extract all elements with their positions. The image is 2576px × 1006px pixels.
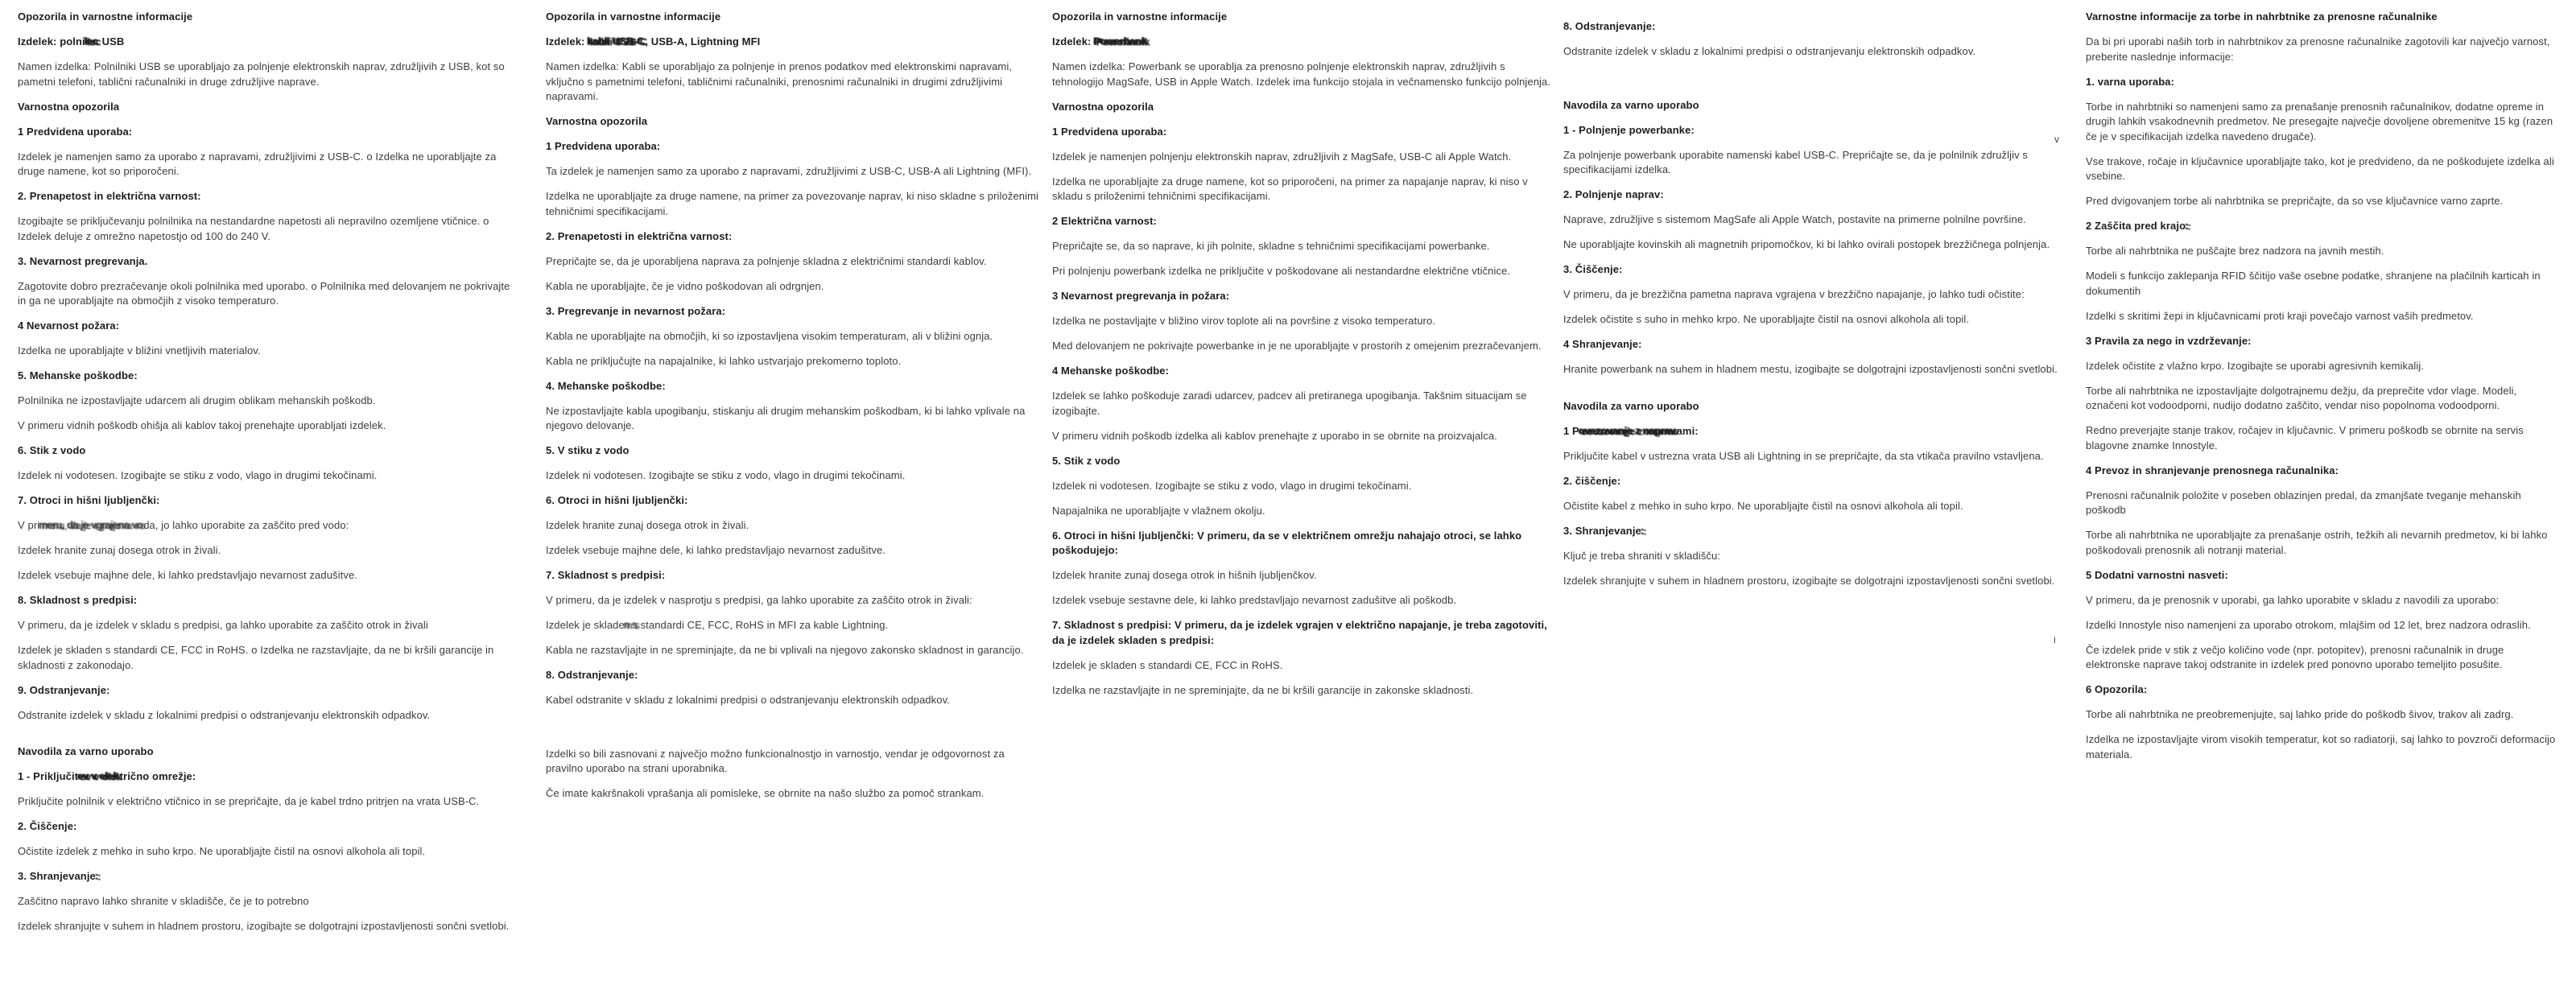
paragraph: Izdelka ne uporabljajte v bližini vnetljivih materialov. <box>18 344 261 357</box>
paragraph: Izdelek shranjujte v suhem in hladnem prostoru, izogibajte se dolgotrajni izpostavljenosti sončni svetlobi. <box>18 920 510 932</box>
section-heading: Navodila za varno uporabo <box>1563 98 1699 111</box>
paragraph: V primeru vidnih poškodb ohišja ali kablov takoj prenehajte uporabljati izdelek. <box>18 419 386 431</box>
section-heading: 2. Prenapetosti in električna varnost: <box>546 229 733 242</box>
text-fragment: 3. Shranjevanje <box>18 870 96 882</box>
section-heading: Varnostna opozorila <box>1052 100 1154 113</box>
paragraph: Izdelek ni vodotesen. Izogibajte se stiku z vodo, vlago in drugimi tekočinami. <box>546 469 906 481</box>
paragraph: Očistite kabel z mehko in suho krpo. Ne uporabljajte čistil na osnovi alkohola ali topil. <box>1563 499 1963 512</box>
paragraph: Izdelek ni vodotesen. Izogibajte se stiku z vodo, vlago in drugimi tekočinami. <box>18 469 378 481</box>
section-heading: 6. Stik z vodo <box>18 444 86 456</box>
smudged-text: Powerbank <box>1094 35 1148 47</box>
paragraph: Torbe ali nahrbtnika ne puščajte brez nadzora na javnih mestih. <box>2086 245 2384 257</box>
text-fragment: USB <box>98 35 125 47</box>
text-fragment: 2 Zaščita pred krajo <box>2086 220 2186 232</box>
paragraph: Napajalnika ne uporabljajte v vlažnem okolju. <box>1052 504 1265 517</box>
paragraph: V primeru, da je brezžična pametna naprava vgrajena v brezžično napajanje, jo lahko tudi očistite: <box>1563 288 2025 300</box>
section-heading: 3. Nevarnost pregrevanja. <box>18 254 148 267</box>
section-heading: 6 Opozorila: <box>2086 683 2148 695</box>
section-heading: 8. Skladnost s predpisi: <box>18 594 138 606</box>
section-heading <box>18 769 520 785</box>
text-fragment: da, jo lahko uporabite za zaščito pred vodo: <box>143 519 349 531</box>
section-heading: 4 Mehanske poškodbe: <box>1052 365 1170 377</box>
smudged-text: kabli USB-C <box>588 35 646 47</box>
stray-glyph: i <box>2054 634 2056 645</box>
paragraph: Pred dvigovanjem torbe ali nahrbtnika se prepričajte, da so vse ključavnice varno zaprte. <box>2086 195 2504 207</box>
paragraph: Kabla ne uporabljajte, če je vidno poškodovan ali odrgnjen. <box>546 279 824 292</box>
paragraph: Izdelek vsebuje majhne dele, ki lahko predstavljajo nevarnost zadušitve. <box>18 569 357 581</box>
paragraph: Izdelek hranite zunaj dosega otrok in živali. <box>546 519 749 531</box>
paragraph: Ne izpostavljajte kabla upogibanju, stiskanju ali drugim mehanskim poškodbam, ki bi lahko vplivale na njegovo delovanje. <box>546 404 1026 431</box>
section-heading: Opozorila in varnostne informacije <box>1052 10 1228 23</box>
section-heading <box>1563 524 2059 539</box>
section-heading <box>1563 424 2059 439</box>
section-heading: Varnostne informacije za torbe in nahrbtnike za prenosne računalnike <box>2086 10 2438 23</box>
paragraph: Če imate kakršnakoli vprašanja ali pomisleke, se obrnite na našo službo za pomoč strankam. <box>546 787 985 799</box>
section-heading: 8. Odstranjevanje: <box>546 669 638 681</box>
paragraph: Kabel odstranite v skladu z lokalnimi predpisi o odstranjevanju elektronskih odpadkov. <box>546 694 950 706</box>
section-heading: 3 Pravila za nego in vzdrževanje: <box>2086 334 2252 347</box>
section-heading: 6. Otroci in hišni ljubljenčki: V primeru, da se v električnem omrežju nahajajo otroci, se lahko poškodujejo: <box>1052 529 1522 556</box>
column-powerbank <box>1052 10 1551 708</box>
paragraph: V primeru, da je izdelek v skladu s predpisi, ga lahko uporabite za zaščito otrok in živali <box>18 619 428 631</box>
paragraph: Izdelek očistite s suho in mehko krpo. Ne uporabljajte čistil na osnovi alkohola ali topil. <box>1563 313 1970 325</box>
paragraph: Izdelka ne izpostavljajte virom visokih temperatur, kot so radiatorji, saj lahko to povzroči deformacijo materiala. <box>2086 733 2556 761</box>
section-heading: 4. Mehanske poškodbe: <box>546 379 666 392</box>
section-heading: 4 Nevarnost požara: <box>18 320 120 332</box>
paragraph: Izdelka ne uporabljajte za druge namene, na primer za povezovanje naprav, ki niso skladne s priloženimi tehničnimi specifikacijami. <box>546 190 1039 217</box>
paragraph: Kabla ne razstavljajte in ne spreminjajte, da ne bi vplivali na njegovo zakonsko skladnost in garancijo. <box>546 644 1024 656</box>
paragraph: Izdelek je skladen s standardi CE, FCC in RoHS. <box>1052 658 1283 671</box>
column-powerbank-navodila <box>1563 19 2059 599</box>
paragraph: Izogibajte se priključevanju polnilnika na nestandardne napetosti ali nepravilno ozemljene vtičnice. o Izdelek deluje z omrežno napetostjo od 100 do 240 V. <box>18 215 489 242</box>
section-heading <box>18 35 520 50</box>
section-heading: 1 Predvidena uporaba: <box>546 140 661 152</box>
paragraph: V primeru vidnih poškodb izdelka ali kablov prenehajte z uporabo in se obrnite na proizvajalca. <box>1052 429 1497 442</box>
paragraph: Očistite izdelek z mehko in suho krpo. Ne uporabljajte čistil na osnovi alkohola ali topil. <box>18 845 426 857</box>
text-fragment: ami: <box>1676 424 1699 437</box>
smudged-text: ovezovanje z naprav <box>1579 424 1677 437</box>
smudged-text: : <box>95 870 99 882</box>
column-kabli-usb <box>546 10 1042 811</box>
smudged-text: : <box>1641 524 1645 537</box>
section-heading: 3. Čiščenje: <box>1563 263 1623 275</box>
section-heading: Navodila za varno uporabo <box>1563 399 1699 412</box>
paragraph: Izdelek ni vodotesen. Izogibajte se stiku z vodo, vlago in drugimi tekočinami. <box>1052 479 1412 492</box>
text-fragment: Izdelek: <box>1052 35 1095 47</box>
text-fragment: 3. Shranjevanje <box>1563 524 1641 537</box>
section-heading: 3 Nevarnost pregrevanja in požara: <box>1052 290 1230 302</box>
section-heading: 5. Mehanske poškodbe: <box>18 369 138 381</box>
section-heading: Opozorila in varnostne informacije <box>546 10 721 23</box>
section-heading: Varnostna opozorila <box>546 115 648 127</box>
column-torbe-nahrbtniki <box>2086 10 2561 773</box>
paragraph: Torbe ali nahrbtnika ne izpostavljajte dolgotrajnemu dežju, da preprečite vdor vlage. Modeli, označeni kot vodoodporni, nudijo dodatno zaščito, vendar niso popolnoma vodoodporni. <box>2086 384 2517 411</box>
section-heading <box>18 869 520 884</box>
paragraph: Izdelka ne uporabljajte za druge namene, kot so priporočeni, na primer za napajanje naprav, ki niso v skladu s priloženimi tehničnimi specifikacijami. <box>1052 175 1528 202</box>
paragraph: Izdelek se lahko poškoduje zaradi udarcev, padcev ali pretiranega upogibanja. Takšnim situacijam se izogibajte. <box>1052 390 1527 417</box>
section-heading: Opozorila in varnostne informacije <box>18 10 193 23</box>
paragraph: Kabla ne uporabljajte na območjih, ki so izpostavljena visokim temperaturam, ali v bližini ognja. <box>546 329 993 342</box>
paragraph: Hranite powerbank na suhem in hladnem mestu, izogibajte se dolgotrajni izpostavljenosti sončni svetlobi. <box>1563 363 2058 375</box>
smudged-text: ev v elek <box>78 770 120 782</box>
section-heading: 7. Otroci in hišni ljubljenčki: <box>18 494 160 506</box>
text-fragment: 1 P <box>1563 424 1579 437</box>
section-heading: 3. Pregrevanje in nevarnost požara: <box>546 304 726 317</box>
section-heading: 2. Čiščenje: <box>18 820 77 832</box>
section-heading: Varnostna opozorila <box>18 100 120 113</box>
section-heading: 7. Skladnost s predpisi: V primeru, da je izdelek vgrajen v električno napajanje, je treba zagotoviti, da je izdelek skladen s predpisi: <box>1052 619 1547 646</box>
paragraph: Redno preverjajte stanje trakov, ročajev in ključavnic. V primeru poškodb se obrnite na servis blagovne znamke Innostyle. <box>2086 424 2524 451</box>
text-fragment: trično omrežje: <box>119 770 196 782</box>
paragraph: Med delovanjem ne pokrivajte powerbanke in je ne uporabljajte v prostorih z omejenim prezračevanjem. <box>1052 340 1542 352</box>
text-fragment: standardi CE, FCC, RoHS in MFI za kable Lightning. <box>640 619 889 631</box>
paragraph: Naprave, združljive s sistemom MagSafe ali Apple Watch, postavite na primerne polnilne površine. <box>1563 213 2026 225</box>
section-heading: Navodila za varno uporabo <box>18 745 154 757</box>
smudged-text: n s <box>624 619 641 631</box>
section-heading: 2. Prenapetost in električna varnost: <box>18 190 201 202</box>
paragraph: Torbe in nahrbtniki so namenjeni samo za prenašanje prenosnih računalnikov, dodatne opreme in drugih lahkih vsakodnevnih predmetov. Ne presegajte največje dovoljene obremenitve 15 kg (razen če je v specifikacijah izdelka navedeno drugače). <box>2086 100 2553 142</box>
paragraph: Da bi pri uporabi naših torb in nahrbtnikov za prenosne računalnike zagotovili kar največjo varnost, preberite naslednje informacije: <box>2086 35 2550 63</box>
section-heading: 7. Skladnost s predpisi: <box>546 569 666 581</box>
paragraph: Izdelka ne razstavljajte in ne spreminjajte, da ne bi kršili garancije in zakonske skladnosti. <box>1052 683 1474 696</box>
paragraph: Prenosni računalnik položite v poseben oblazinjen predal, da zmanjšate tveganje mehanskih poškodb <box>2086 489 2521 516</box>
paragraph: Za polnjenje powerbank uporabite namenski kabel USB-C. Prepričajte se, da je polnilnik združljiv s specifikacijami izdelka. <box>1563 148 2029 175</box>
paragraph: Polnilnika ne izpostavljajte udarcem ali drugim oblikam mehanskih poškodb. <box>18 394 376 406</box>
paragraph: Torbe ali nahrbtnika ne preobremenjujte, saj lahko pride do poškodb šivov, trakov ali zadrg. <box>2086 708 2514 720</box>
stray-glyph: v <box>2054 134 2059 145</box>
paragraph: Prepričajte se, da je uporabljena naprava za polnjenje skladna z električnimi standardi kablov. <box>546 254 987 267</box>
paragraph: Odstranite izdelek v skladu z lokalnimi predpisi o odstranjevanju elektronskih odpadkov. <box>1563 45 1976 57</box>
paragraph: Ne uporabljajte kovinskih ali magnetnih pripomočkov, ki bi lahko ovirali postopek brezžičnega polnjenja. <box>1563 238 2050 250</box>
paragraph: Izdelek očistite z vlažno krpo. Izogibajte se uporabi agresivnih kemikalij. <box>2086 359 2425 372</box>
paragraph: Izdelki Innostyle niso namenjeni za uporabo otrokom, mlajšim od 12 let, brez nadzora odraslih. <box>2086 618 2531 631</box>
paragraph: Izdelek shranjujte v suhem in hladnem prostoru, izogibajte se dolgotrajni izpostavljenosti sončni svetlobi. <box>1563 574 2055 587</box>
paragraph: Modeli s funkcijo zaklepanja RFID ščitijo vaše osebne podatke, shranjene na plačilnih karticah in dokumentih <box>2086 270 2541 297</box>
paragraph: Če izdelek pride v stik z večjo količino vode (npr. potopitev), prenosni računalnik in druge elektronske naprave takoj odstranite in izdelek pred ponovno uporabo temeljito posušite. <box>2086 643 2504 670</box>
section-heading: 1 - Polnjenje powerbanke: <box>1563 123 1695 136</box>
section-heading <box>1052 35 1551 50</box>
paragraph: Torbe ali nahrbtnika ne uporabljajte za prenašanje ostrih, težkih ali nevarnih predmetov, ki bi lahko poškodovali prenosnik ali notranji material. <box>2086 529 2548 556</box>
section-heading <box>546 35 1042 50</box>
paragraph: Izdelek je namenjen polnjenju elektronskih naprav, združljivih z MagSafe, USB-C ali Apple Watch. <box>1052 150 1512 163</box>
section-heading: 4 Prevoz in shranjevanje prenosnega računalnika: <box>2086 464 2339 476</box>
paragraph: Namen izdelka: Powerbank se uporablja za prenosno polnjenje elektronskih naprav, združljivih s tehnologijo MagSafe, USB in Apple Watch. Izdelek ima funkcijo stojala in večnamensko funkcijo polnjenja. <box>1052 60 1551 88</box>
paragraph: Ta izdelek je namenjen samo za uporabo z napravami, združljivimi z USB-C, USB-A ali Lightning (MFI). <box>546 165 1032 177</box>
paragraph: Izdelek vsebuje sestavne dele, ki lahko predstavljajo nevarnost zadušitve ali poškodb. <box>1052 594 1457 606</box>
text-fragment: V pri <box>18 519 40 531</box>
paragraph: Izdelek hranite zunaj dosega otrok in živali. <box>18 544 221 556</box>
section-heading: 5 Dodatni varnostni nasveti: <box>2086 568 2228 581</box>
paragraph: Prepričajte se, da so naprave, ki jih polnite, skladne s tehničnimi specifikacijami powerbanke. <box>1052 240 1490 252</box>
paragraph: Vse trakove, ročaje in ključavnice uporabljajte tako, kot je predvideno, da ne poškodujete izdelka ali vsebine. <box>2086 155 2554 182</box>
section-heading: 6. Otroci in hišni ljubljenčki: <box>546 494 688 506</box>
column-polnilec-usb <box>18 10 520 944</box>
paragraph: Odstranite izdelek v skladu z lokalnimi predpisi o odstranjevanju elektronskih odpadkov. <box>18 708 431 721</box>
section-heading: 4 Shranjevanje: <box>1563 338 1642 350</box>
smudged-text: lec <box>85 35 99 47</box>
section-heading: 2. Polnjenje naprav: <box>1563 188 1664 200</box>
text-fragment: Izdelek je sklade <box>546 619 625 631</box>
paragraph: V primeru, da je prenosnik v uporabi, ga lahko uporabite v skladu z navodili za uporabo: <box>2086 593 2500 606</box>
paragraph: Izdelek je skladen s standardi CE, FCC in RoHS. o Izdelka ne razstavljajte, da ne bi kršili garancije in skladnosti z zakonodajo. <box>18 644 494 671</box>
paragraph: Kabla ne priključujte na napajalnike, ki lahko ustvarjajo prekomerno toploto. <box>546 354 902 367</box>
text-fragment: 1 - Priključit <box>18 770 79 782</box>
section-heading: 2. čiščenje: <box>1563 474 1621 487</box>
paragraph: V primeru, da je izdelek v nasprotju s predpisi, ga lahko uporabite za zaščito otrok in živali: <box>546 594 972 606</box>
section-heading: 1 Predvidena uporaba: <box>1052 125 1167 138</box>
paragraph: Ključ je treba shraniti v skladišču: <box>1563 549 1721 562</box>
smudged-text: meru, da je vgrajena vo <box>39 519 144 531</box>
paragraph: Namen izdelka: Kabli se uporabljajo za polnjenje in prenos podatkov med elektronskimi napravami, vključno s pametnimi telefoni, tabličnimi računalniki, prenosnimi računalniki in drugimi združljivimi napravami. <box>546 60 1013 102</box>
section-heading: 1. varna uporaba: <box>2086 75 2175 88</box>
paragraph: Izdelki so bili zasnovani z največjo možno funkcionalnostjo in varnostjo, vendar je odgovornost za pravilno uporabo na strani uporabnika. <box>546 747 1005 774</box>
section-heading: 9. Odstranjevanje: <box>18 683 110 696</box>
paragraph: Izdelki s skritimi žepi in ključavnicami proti kraji povečajo varnost vaših predmetov. <box>2086 309 2474 322</box>
section-heading: 1 Predvidena uporaba: <box>18 125 133 138</box>
text-fragment: Izdelek: polni <box>18 35 85 47</box>
paragraph: Namen izdelka: Polnilniki USB se uporabljajo za polnjenje elektronskih naprav, združljivih z USB, kot so pametni telefoni, tablični računalniki in druge združljive naprave. <box>18 60 505 88</box>
section-heading: 2 Električna varnost: <box>1052 215 1157 227</box>
paragraph: Izdelek vsebuje majhne dele, ki lahko predstavljajo nevarnost zadušitve. <box>546 544 886 556</box>
paragraph: Pri polnjenju powerbank izdelka ne priključite v poškodovane ali nestandardne električne vtičnice. <box>1052 265 1511 277</box>
section-heading <box>2086 219 2561 234</box>
paragraph: Priključite kabel v ustrezna vrata USB ali Lightning in se prepričajte, da sta vtikača pravilno vstavljena. <box>1563 449 2044 462</box>
paragraph: Izdelek hranite zunaj dosega otrok in hišnih ljubljenčkov. <box>1052 569 1317 581</box>
text-fragment: , USB-A, Lightning MFI <box>645 35 761 47</box>
text-fragment: Izdelek: <box>546 35 588 47</box>
paragraph <box>546 618 1042 633</box>
paragraph: Izdelka ne postavljajte v bližino virov toplote ali na površine z visoko temperaturo. <box>1052 315 1436 327</box>
paragraph: Zaščitno napravo lahko shranite v skladišče, če je to potrebno <box>18 895 309 907</box>
paragraph <box>18 518 520 534</box>
paragraph: Zagotovite dobro prezračevanje okoli polnilnika med uporabo. o Polnilnika med delovanjem ne pokrivajte in ga ne uporabljajte na območjih z visoko temperaturo. <box>18 279 510 307</box>
paragraph: Priključite polnilnik v električno vtičnico in se prepričajte, da je kabel trdno pritrjen na vrata USB-C. <box>18 795 480 807</box>
section-heading: 5. Stik z vodo <box>1052 454 1121 467</box>
section-heading: 8. Odstranjevanje: <box>1563 20 1656 32</box>
smudged-text: : <box>2186 220 2190 232</box>
section-heading: 5. V stiku z vodo <box>546 444 630 456</box>
paragraph: Izdelek je namenjen samo za uporabo z napravami, združljivimi z USB-C. o Izdelka ne uporabljajte za druge namene, kot so priporočeni. <box>18 150 497 177</box>
